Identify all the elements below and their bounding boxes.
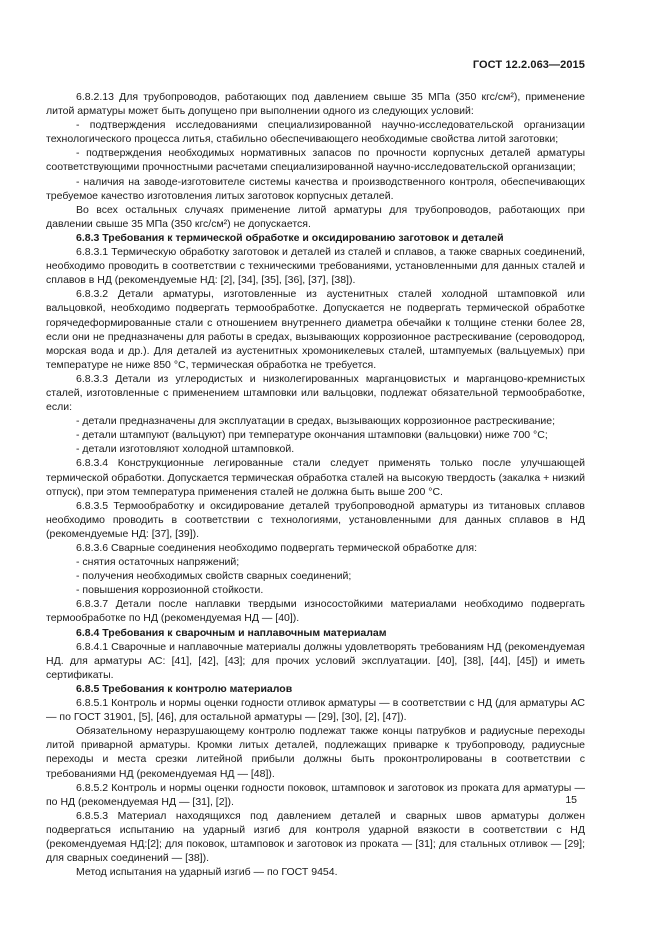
paragraph: 6.8.2.13 Для трубопроводов, работающих под давлением свыше 35 МПа (350 кгс/см²), применение литой арматуры может быть допущено при выполнении одного из следующих условий: <box>46 91 585 118</box>
paragraph: 6.8.3.1 Термическую обработку заготовок и деталей из сталей и сплавов, а также сварных соединений, необходимо проводить в соответствии с техническими требованиями, установленными для данных сталей и сплавов в НД (рекомендуемые НД: [2], [34], [35], [36], [37], [38]). <box>46 246 585 287</box>
paragraph: - подтверждения необходимых нормативных запасов по прочности корпусных деталей арматуры соответствующими прочностными расчетами специализированной научно-исследовательской организации; <box>46 147 585 174</box>
paragraph: 6.8.3.5 Термообработку и оксидирование деталей трубопроводной арматуры из титановых сплавов необходимо проводить в соответствии с технологиями, установленными для данных сплавов в НД (рекомендуемые НД: [37], [39]). <box>46 499 585 540</box>
paragraph: - повышения коррозионной стойкости. <box>76 584 264 597</box>
paragraph: 6.8.5.2 Контроль и нормы оценки годности поковок, штамповок и заготовок из проката для арматуры — по НД (рекомендуемая НД — [31], [2]). <box>46 781 585 808</box>
paragraph: - детали предназначены для эксплуатации в средах, вызывающих коррозионное растрескивание; <box>76 415 556 428</box>
paragraph: 6.8.3.2 Детали арматуры, изготовленные из аустенитных сталей холодной штамповкой или вальцовкой, необходимо подвергать термообработке. Допускается не подвергать термической обработке горячедеформированные стали с отношением внутреннего диаметра обечайки к толщине стенки более 28, если они не предназначены для работы в средах, вызывающих коррозионное растрескивание (сероводород, морская вода и др.). Для деталей из аустенитных хромоникелевых сталей, штампуемых (вальцуемых) при температуре не ниже 850 °С, термическая обработка не требуется. <box>46 288 585 371</box>
section-heading: 6.8.4 Требования к сварочным и наплавочным материалам <box>76 626 387 639</box>
document-header: ГОСТ 12.2.063—2015 <box>472 59 585 71</box>
paragraph: - подтверждения исследованиями специализированной научно-исследовательской организации технологического процесса литья, стабильно обеспечивающего необходимые свойства литой заготовки; <box>46 119 585 146</box>
paragraph: 6.8.3.6 Сварные соединения необходимо подвергать термической обработке для: <box>76 542 478 554</box>
paragraph: - детали штампуют (вальцуют) при температуре окончания штамповки (вальцовки) ниже 700 °С; <box>76 429 548 442</box>
paragraph: Метод испытания на ударный изгиб — по ГОСТ 9454. <box>76 866 338 879</box>
paragraph: 6.8.5.1 Контроль и нормы оценки годности отливок арматуры — в соответствии с НД (для арматуры АС — по ГОСТ 31901, [5], [46], для остальной арматуры — [29], [30], [2], [47]). <box>46 697 585 724</box>
paragraph: - наличия на заводе-изготовителе системы качества и производственного контроля, обеспечивающих требуемое качество изготовления литых заготовок корпусных деталей. <box>46 175 585 202</box>
page-number: 15 <box>565 794 577 806</box>
paragraph: 6.8.3.4 Конструкционные легированные стали следует применять только после улучшающей термической обработки. Допускается термическая обработка сталей на высокую твердость (закалка + низкий отпуск), при этом температура применения сталей не должна быть выше 200 °С. <box>46 457 585 498</box>
section-heading: 6.8.3 Требования к термической обработке и оксидированию заготовок и деталей <box>76 231 504 244</box>
document-body <box>46 90 585 879</box>
paragraph: 6.8.3.7 Детали после наплавки твердыми износостойкими материалами необходимо подвергать термообработке по НД (рекомендуемая НД — [40]). <box>46 598 585 625</box>
paragraph: - получения необходимых свойств сварных соединений; <box>76 570 352 583</box>
paragraph: - снятия остаточных напряжений; <box>76 556 240 569</box>
paragraph: Обязательному неразрушающему контролю подлежат также концы патрубков и радиусные переходы литой приварной арматуры. Кромки литых деталей, подлежащих приварке к трубопроводу, радиусные переходы и места срезки литейной прибыли должны быть проконтролированы в соответствии с требованиями НД (рекомендуемая НД — [48]). <box>46 725 585 780</box>
paragraph: Во всех остальных случаях применение литой арматуры для трубопроводов, работающих при давлении свыше 35 МПа (350 кгс/см²) не допускается. <box>46 203 585 230</box>
paragraph: - детали изготовляют холодной штамповкой. <box>76 443 295 456</box>
paragraph: 6.8.5.3 Материал находящихся под давлением деталей и сварных швов арматуры должен подвергаться испытанию на ударный изгиб для контроля ударной вязкости в соответствии с НД (рекомендуемая НД:[2]; для поковок, штамповок и заготовок из проката — [31]; для стальных отливок — [29]; для сварных соединений — [38]). <box>46 809 585 865</box>
paragraph: 6.8.4.1 Сварочные и наплавочные материалы должны удовлетворять требованиям НД (рекомендуемая НД. для арматуры АС: [41], [42], [43]; для прочих условий эксплуатации. [40], [38], [44], [45]) и иметь сертификаты. <box>46 640 585 681</box>
paragraph: 6.8.3.3 Детали из углеродистых и низколегированных марганцовистых и марганцово-кремнистых сталей, изготовленные с применением штамповки или вальцовки, подлежат обязательной термообработке, если: <box>46 372 585 414</box>
section-heading: 6.8.5 Требования к контролю материалов <box>76 682 293 695</box>
